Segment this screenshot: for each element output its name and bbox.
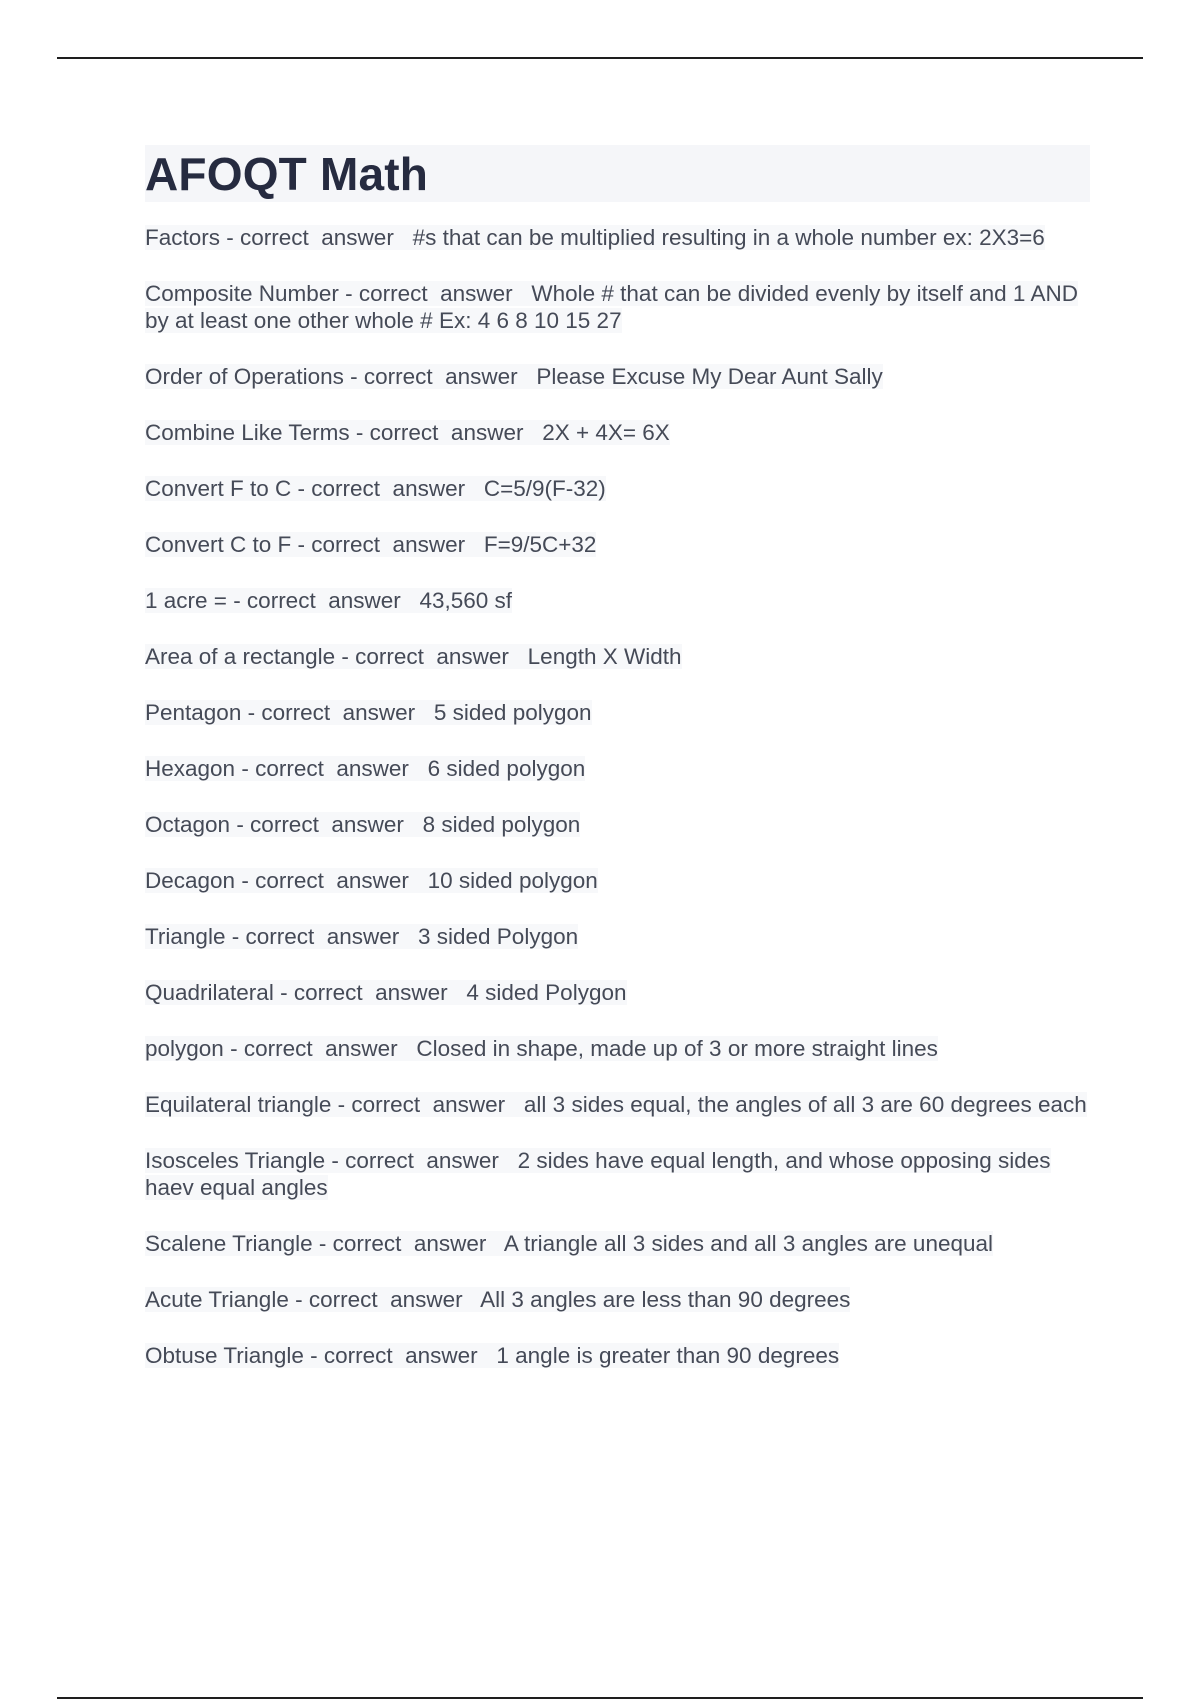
flashcard-item — [145, 587, 1090, 614]
flashcard-separator: - correct answer — [338, 281, 532, 306]
flashcard-item — [145, 363, 1090, 390]
flashcard-item — [145, 1230, 1090, 1257]
bottom-rule — [57, 1697, 1143, 1699]
flashcard-separator: - correct answer — [335, 644, 528, 669]
flashcard-text — [145, 532, 596, 557]
flashcard-text — [145, 1148, 1051, 1200]
flashcard-answer: Whole # that can be divided evenly by itself and 1 AND by at least one other whole # Ex: 4 6 8 10 15 27 — [145, 281, 1078, 333]
flashcard-term: Triangle — [145, 924, 226, 949]
flashcard-separator: - correct answer — [235, 756, 428, 781]
flashcard-text — [145, 476, 606, 501]
flashcard-separator: - correct answer — [291, 476, 484, 501]
flashcard-term: Convert F to C — [145, 476, 292, 501]
flashcard-text — [145, 1287, 850, 1312]
flashcard-term: Obtuse Triangle — [145, 1343, 304, 1368]
flashcard-term: Combine Like Terms — [145, 420, 350, 445]
flashcard-separator: - correct answer — [288, 1287, 481, 1312]
flashcard-text — [145, 644, 682, 669]
flashcard-text — [145, 1036, 938, 1061]
flashcard-term: Factors — [145, 225, 221, 250]
flashcard-term: Hexagon — [145, 756, 236, 781]
flashcard-term: Equilateral triangle — [145, 1092, 332, 1117]
flashcard-separator: - correct answer — [343, 364, 537, 389]
flashcard-answer: #s that can be multiplied resulting in a whole number ex: 2X3=6 — [412, 225, 1045, 250]
flashcard-answer: All 3 angles are less than 90 degrees — [480, 1287, 851, 1312]
page-title: AFOQT Math — [145, 147, 429, 200]
flashcard-separator: - correct answer — [349, 420, 543, 445]
flashcard-answer: 5 sided polygon — [433, 700, 592, 725]
flashcard-term: Composite Number — [145, 281, 339, 306]
flashcard-item — [145, 979, 1090, 1006]
flashcard-separator: - correct answer — [223, 1036, 417, 1061]
flashcard-answer: A triangle all 3 sides and all 3 angles are unequal — [503, 1231, 994, 1256]
flashcard-separator: - correct answer — [225, 924, 418, 949]
flashcard-item — [145, 1286, 1090, 1313]
flashcard-separator: - correct answer — [291, 532, 484, 557]
flashcard-item — [145, 699, 1090, 726]
flashcard-item — [145, 419, 1090, 446]
flashcard-text — [145, 700, 592, 725]
flashcard-text — [145, 281, 1078, 333]
flashcard-term: Order of Operations — [145, 364, 344, 389]
flashcard-item — [145, 923, 1090, 950]
flashcard-separator: - correct answer — [273, 980, 467, 1005]
flashcard-separator: - correct answer — [312, 1231, 504, 1256]
flashcard-term: Scalene Triangle — [145, 1231, 313, 1256]
flashcard-separator: - correct answer — [325, 1148, 518, 1173]
flashcard-term: Acute Triangle — [145, 1287, 289, 1312]
flashcard-item — [145, 811, 1090, 838]
flashcard-separator: - correct answer — [331, 1092, 524, 1117]
flashcard-item — [145, 280, 1090, 334]
title-band — [145, 145, 1090, 202]
flashcard-answer: 4 sided Polygon — [466, 980, 627, 1005]
flashcard-item — [145, 224, 1090, 251]
flashcard-term: Area of a rectangle — [145, 644, 336, 669]
flashcard-separator: - correct answer — [220, 225, 413, 250]
flashcard-item — [145, 1342, 1090, 1369]
flashcard-term: polygon — [145, 1036, 224, 1061]
flashcard-text — [145, 1231, 993, 1256]
flashcard-answer: F=9/5C+32 — [483, 532, 597, 557]
flashcard-item — [145, 867, 1090, 894]
flashcard-answer: Length X Width — [527, 644, 682, 669]
flashcard-text — [145, 420, 670, 445]
flashcard-text — [145, 1343, 839, 1368]
flashcard-term: Decagon — [145, 868, 236, 893]
flashcard-separator: - correct answer — [226, 588, 420, 613]
flashcard-answer: 43,560 sf — [419, 588, 513, 613]
flashcard-text — [145, 364, 883, 389]
flashcard-list — [145, 224, 1090, 1369]
flashcard-text — [145, 924, 578, 949]
flashcard-answer: 10 sided polygon — [427, 868, 598, 893]
flashcard-separator: - correct answer — [235, 868, 428, 893]
flashcard-text — [145, 756, 585, 781]
flashcard-item — [145, 643, 1090, 670]
flashcard-term: Octagon — [145, 812, 231, 837]
flashcard-term: Quadrilateral — [145, 980, 274, 1005]
flashcard-item — [145, 1091, 1090, 1118]
flashcard-item — [145, 531, 1090, 558]
flashcard-answer: 2X + 4X= 6X — [542, 420, 670, 445]
top-rule — [57, 57, 1143, 59]
flashcard-term: 1 acre = — [145, 588, 227, 613]
document-body — [145, 145, 1090, 1398]
flashcard-text — [145, 1092, 1087, 1117]
flashcard-answer: Please Excuse My Dear Aunt Sally — [536, 364, 883, 389]
flashcard-separator: - correct answer — [303, 1343, 497, 1368]
flashcard-text — [145, 812, 580, 837]
flashcard-item — [145, 475, 1090, 502]
flashcard-term: Convert C to F — [145, 532, 292, 557]
flashcard-text — [145, 588, 512, 613]
flashcard-answer: 6 sided polygon — [427, 756, 586, 781]
flashcard-item — [145, 1035, 1090, 1062]
flashcard-answer: 8 sided polygon — [422, 812, 581, 837]
flashcard-answer: 3 sided Polygon — [418, 924, 579, 949]
flashcard-answer: C=5/9(F-32) — [483, 476, 606, 501]
flashcard-item — [145, 1147, 1090, 1201]
flashcard-separator: - correct answer — [230, 812, 423, 837]
flashcard-separator: - correct answer — [241, 700, 434, 725]
flashcard-answer: all 3 sides equal, the angles of all 3 are 60 degrees each — [523, 1092, 1087, 1117]
flashcard-text — [145, 225, 1045, 250]
flashcard-answer: 1 angle is greater than 90 degrees — [496, 1343, 840, 1368]
flashcard-answer: Closed in shape, made up of 3 or more straight lines — [416, 1036, 938, 1061]
flashcard-answer: 2 sides have equal length, and whose opposing sides haev equal angles — [145, 1148, 1051, 1200]
flashcard-term: Isosceles Triangle — [145, 1148, 326, 1173]
flashcard-term: Pentagon — [145, 700, 242, 725]
flashcard-text — [145, 980, 627, 1005]
flashcard-text — [145, 868, 598, 893]
flashcard-item — [145, 755, 1090, 782]
